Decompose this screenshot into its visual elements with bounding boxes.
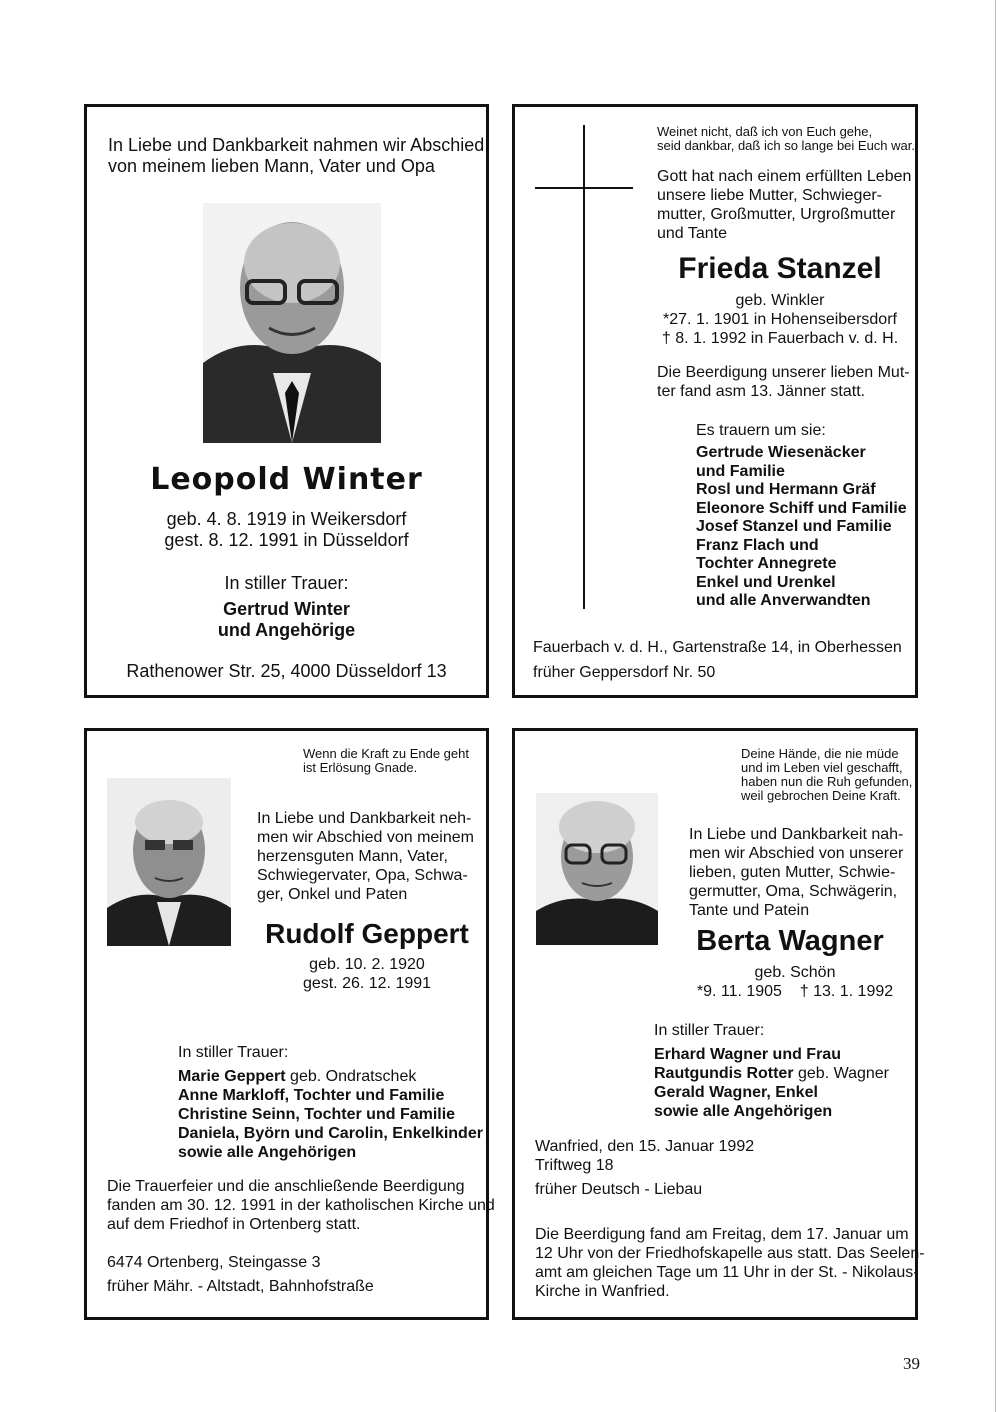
geppert-motto: Wenn die Kraft zu Ende geht ist Erlösung Gnade.: [303, 746, 469, 775]
obituary-card-geppert: [84, 728, 495, 1320]
stanzel-mourners: Gertrude Wiesenäcker und Familie Rosl und Hermann Gräf Eleonore Schiff und Familie Josef Stanzel und Familie Franz Flach und Tochter Annegrete Enkel und Urenkel und alle Anverwandten: [696, 444, 907, 609]
obituary-card-stanzel: [512, 104, 918, 698]
obituary-card-wagner: [512, 728, 925, 1320]
page-number: 39: [903, 1354, 920, 1373]
stanzel-mourning-label: Es trauern um sie:: [696, 422, 826, 439]
wagner-name: Berta Wagner: [696, 925, 884, 957]
wagner-intro: In Liebe und Dankbarkeit nah- men wir Abschied von unserer lieben, guten Mutter, Schwie- germutter, Oma, Schwägerin, Tante und Patein: [689, 826, 904, 919]
geppert-funeral: Die Trauerfeier und die anschließende Beerdigung fanden am 30. 12. 1991 in der katholischen Kirche und auf dem Friedhof in Ortenberg statt.: [107, 1178, 495, 1233]
geppert-intro: In Liebe und Dankbarkeit neh- men wir Abschied von meinem herzensguten Mann, Vater, Schwiegervater, Opa, Schwa- ger, Onkel und Paten: [257, 810, 474, 903]
geppert-dates: geb. 10. 2. 1920 gest. 26. 12. 1991: [302, 956, 432, 992]
geppert-mourners: Marie Geppert geb. Ondratschek Anne Markloff, Tochter und Familie Christine Seinn, Tochter und Familie Daniela, Byörn und Carolin, Enkelkinder sowie alle Angehörigen: [178, 1068, 483, 1161]
stanzel-dates: geb. Winkler *27. 1. 1901 in Hohenseibersdorf † 8. 1. 1992 in Fauerbach v. d. H.: [661, 292, 899, 347]
obituary-card-winter: [84, 104, 489, 698]
winter-mourners: Gertrud Winter und Angehörige: [217, 599, 356, 640]
portrait-photo-wagner: [536, 793, 658, 945]
cross-symbol-bar: [535, 187, 633, 189]
wagner-mourning-label: In stiller Trauer:: [654, 1022, 765, 1039]
stanzel-motto: Weinet nicht, daß ich von Euch gehe, seid dankbar, daß ich so lange bei Euch war.: [657, 124, 915, 153]
stanzel-name: Frieda Stanzel: [678, 252, 882, 285]
geppert-address: 6474 Ortenberg, Steingasse 3 früher Mähr. - Altstadt, Bahnhofstraße: [107, 1254, 374, 1295]
stanzel-intro: Gott hat nach einem erfüllten Leben unsere liebe Mutter, Schwieger- mutter, Großmutter, Urgroßmutter und Tante: [657, 168, 912, 242]
portrait-photo-geppert: [107, 778, 231, 946]
winter-address: Rathenower Str. 25, 4000 Düsseldorf 13: [126, 661, 447, 681]
wagner-funeral: Die Beerdigung fand am Freitag, dem 17. Januar um 12 Uhr von der Friedhofskapelle aus statt. Das Seelen- amt am gleichen Tage um 11 Uhr in der St. - Nikolaus- Kirche in Wanfried.: [535, 1226, 925, 1300]
winter-dates: geb. 4. 8. 1919 in Weikersdorf gest. 8. 12. 1991 in Düsseldorf: [164, 509, 409, 550]
wagner-dates: geb. Schön *9. 11. 1905 † 13. 1. 1992: [696, 964, 894, 1000]
wagner-address: Wanfried, den 15. Januar 1992 Triftweg 18 früher Deutsch - Liebau: [535, 1138, 755, 1198]
geppert-mourning-label: In stiller Trauer:: [178, 1044, 289, 1061]
wagner-mourners: Erhard Wagner und Frau Rautgundis Rotter geb. Wagner Gerald Wagner, Enkel sowie alle Angehörigen: [654, 1046, 890, 1120]
winter-mourning-label: In stiller Trauer:: [224, 573, 349, 593]
cross-symbol: [583, 125, 585, 609]
winter-name: Leopold Winter: [150, 462, 423, 497]
winter-intro: In Liebe und Dankbarkeit nahmen wir Abschied von meinem lieben Mann, Vater und Opa: [108, 135, 485, 176]
scan-edge-line: [995, 0, 996, 1412]
geppert-name: Rudolf Geppert: [265, 918, 469, 949]
stanzel-address: Fauerbach v. d. H., Gartenstraße 14, in Oberhessen früher Geppersdorf Nr. 50: [533, 639, 902, 681]
wagner-motto: Deine Hände, die nie müde und im Leben viel geschafft, haben nun die Ruh gefunden, weil gebrochen Deine Kraft.: [741, 746, 913, 803]
portrait-photo-winter: [203, 203, 381, 443]
stanzel-funeral: Die Beerdigung unserer lieben Mut- ter fand asm 13. Jänner statt.: [657, 364, 910, 400]
